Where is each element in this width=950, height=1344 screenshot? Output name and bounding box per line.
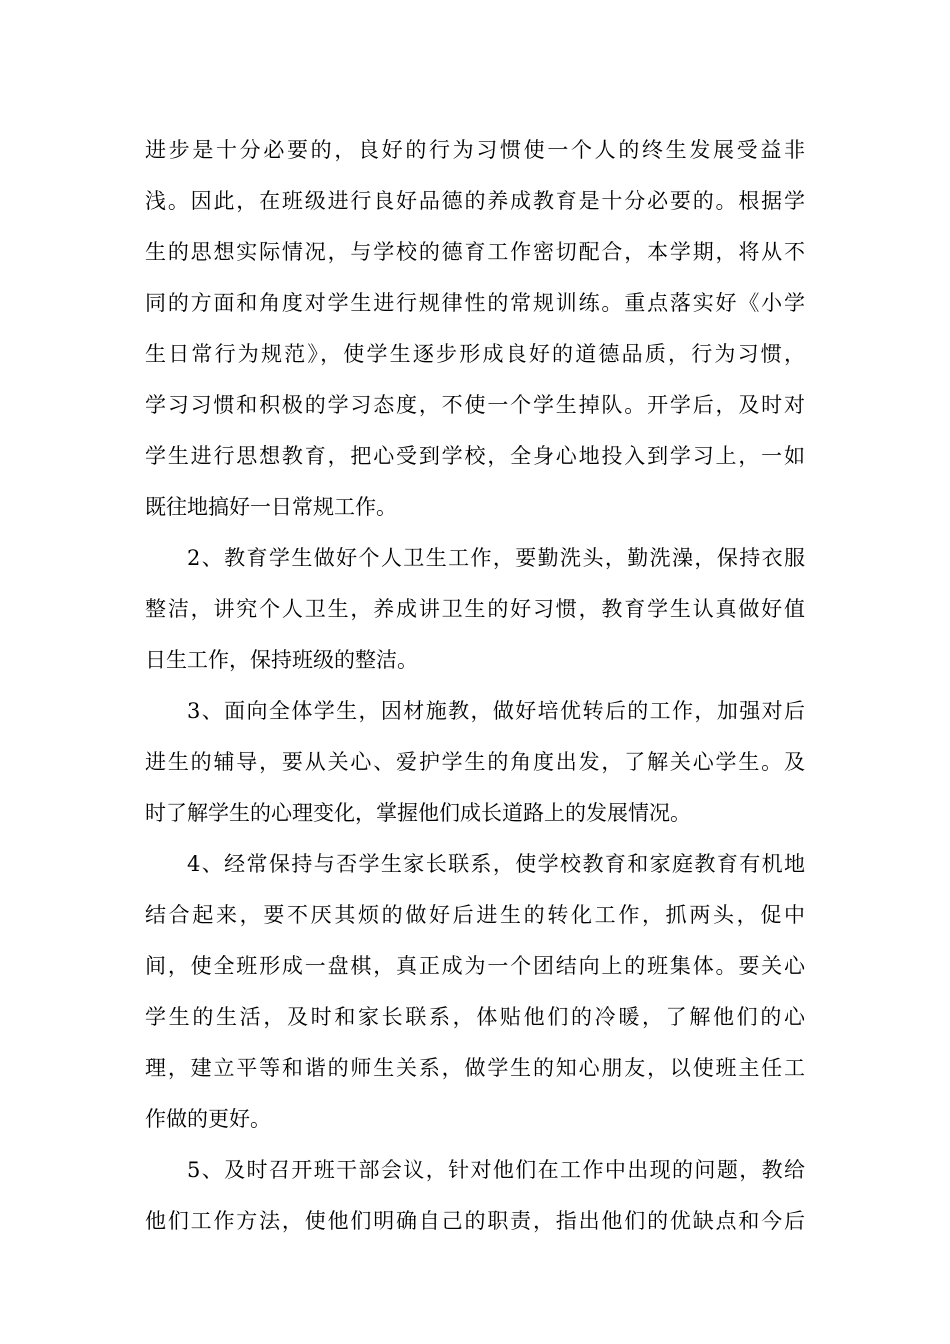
text-line: 同的方面和角度对学生进行规律性的常规训练。重点落实好《小学 bbox=[145, 291, 805, 315]
text-line: 生的思想实际情况，与学校的德育工作密切配合，本学期，将从不 bbox=[145, 240, 805, 264]
text-line: 浅。因此，在班级进行良好品德的养成教育是十分必要的。根据学 bbox=[145, 189, 805, 213]
text-line: 作做的更好。 bbox=[145, 1107, 271, 1131]
paragraph-5-first-line: 5、及时召开班干部会议，针对他们在工作中出现的问题，教给 bbox=[187, 1158, 805, 1182]
text-line: 理，建立平等和谐的师生关系，做学生的知心朋友，以使班主任工 bbox=[145, 1056, 805, 1080]
text-line: 结合起来，要不厌其烦的做好后进生的转化工作，抓两头，促中 bbox=[145, 903, 805, 927]
text-line: 既往地搞好一日常规工作。 bbox=[145, 495, 397, 519]
text-line: 间，使全班形成一盘棋，真正成为一个团结向上的班集体。要关心 bbox=[145, 954, 805, 978]
text-line: 学生进行思想教育，把心受到学校，全身心地投入到学习上，一如 bbox=[145, 444, 805, 468]
text-line: 生日常行为规范》，使学生逐步形成良好的道德品质，行为习惯， bbox=[145, 342, 805, 366]
paragraph-4-first-line: 4、经常保持与否学生家长联系，使学校教育和家庭教育有机地 bbox=[187, 852, 805, 876]
paragraph-2-first-line: 2、教育学生做好个人卫生工作，要勤洗头，勤洗澡，保持衣服 bbox=[187, 546, 805, 570]
text-line: 整洁，讲究个人卫生，养成讲卫生的好习惯，教育学生认真做好值 bbox=[145, 597, 805, 621]
text-line: 进步是十分必要的，良好的行为习惯使一个人的终生发展受益非 bbox=[145, 138, 805, 162]
text-line: 进生的辅导，要从关心、爱护学生的角度出发，了解关心学生。及 bbox=[145, 750, 805, 774]
text-line: 日生工作，保持班级的整洁。 bbox=[145, 648, 418, 672]
text-line: 学生的生活，及时和家长联系，体贴他们的冷暖，了解他们的心 bbox=[145, 1005, 805, 1029]
text-line: 学习习惯和积极的学习态度，不使一个学生掉队。开学后，及时对 bbox=[145, 393, 805, 417]
paragraph-3-first-line: 3、面向全体学生，因材施教，做好培优转后的工作，加强对后 bbox=[187, 699, 805, 723]
text-line: 他们工作方法，使他们明确自己的职责，指出他们的优缺点和今后 bbox=[145, 1209, 805, 1233]
text-line: 时了解学生的心理变化，掌握他们成长道路上的发展情况。 bbox=[145, 801, 691, 825]
